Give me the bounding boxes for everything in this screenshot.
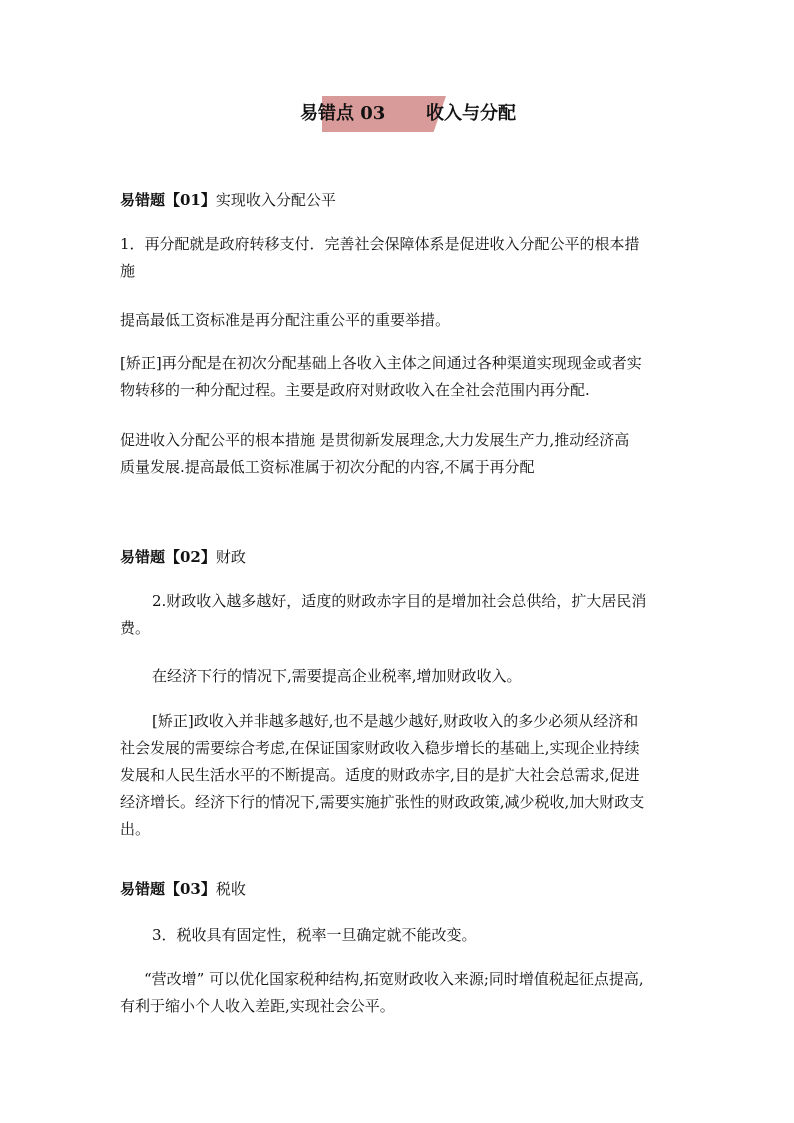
section-2-q-line-3: 在经济下行的情况下,需要提高企业税率,增加财政收入。 [152,667,522,685]
section-2-fix-line-2: 社会发展的需要综合考虑,在保证国家财政收入稳步增长的基础上,实现企业持续 [120,739,640,757]
section-1-fix-line-3: 促进收入分配公平的根本措施 是贯彻新发展理念,大力发展生产力,推动经济高 [120,431,630,449]
section-3-q-line-1: 3．税收具有固定性，税率一旦确定就不能改变。 [152,926,477,944]
section-1-q-line-2: 施 [120,262,136,280]
section-2-title: 财政 [215,548,246,566]
section-2-fix-line-3: 发展和人民生活水平的不断提高。适度的财政赤字,目的是扩大社会总需求,促进 [120,766,640,784]
section-1-q-line-3: 提高最低工资标准是再分配注重公平的重要举措。 [120,311,451,329]
section-3-tag: 易错题【03】 [120,880,216,898]
section-1-heading [120,189,336,210]
section-1-question [120,231,680,285]
section-2-q-line-1: 2.财政收入越多越好，适度的财政赤字目的是增加社会总供给，扩大居民消 [152,592,647,610]
section-1-fix-line-4: 质量发展.提高最低工资标准属于初次分配的内容,不属于再分配 [120,458,535,476]
title-right: 收入与分配 [426,103,516,124]
section-3-question [120,922,680,949]
section-3-q-line-2: “营改增” 可以优化国家税种结构,拓宽财政收入来源;同时增值税起征点提高, [144,970,644,988]
section-1-statement [120,307,680,334]
section-1-fix-line-2: 物转移的一种分配过程。主要是政府对财政收入在全社会范围内再分配. [120,381,590,399]
section-3-statement [120,966,680,1020]
section-3-q-line-3: 有利于缩小个人收入差距,实现社会公平。 [120,997,395,1015]
section-2-correction [120,708,680,843]
section-3-heading [120,878,246,899]
section-2-fix-line-5: 出。 [120,820,151,838]
section-2-question [120,588,680,642]
section-1-title: 实现收入分配公平 [215,191,336,209]
section-1-q-line-1: 1．再分配就是政府转移支付．完善社会保障体系是促进收入分配公平的根本措 [120,235,640,253]
section-1-correction [120,350,680,404]
page-title [0,94,794,134]
section-2-q-line-2: 费。 [120,619,151,637]
section-2-tag: 易错题【02】 [120,548,216,566]
section-1-tag: 易错题【01】 [120,191,216,209]
section-2-fix-line-4: 经济增长。经济下行的情况下,需要实施扩张性的财政政策,减少税收,加大财政支 [120,793,645,811]
section-3-title: 税收 [215,880,246,898]
section-2-fix-line-1: [矫正]政收入并非越多越好,也不是越少越好,财政收入的多少必须从经济和 [152,712,639,730]
section-1-correction-2 [120,427,680,481]
section-1-fix-line-1: [矫正]再分配是在初次分配基础上各收入主体之间通过各种渠道实现现金或者实 [120,354,642,372]
section-2-statement [120,663,680,690]
title-left: 易错点 03 [300,103,386,124]
section-2-heading [120,546,246,567]
